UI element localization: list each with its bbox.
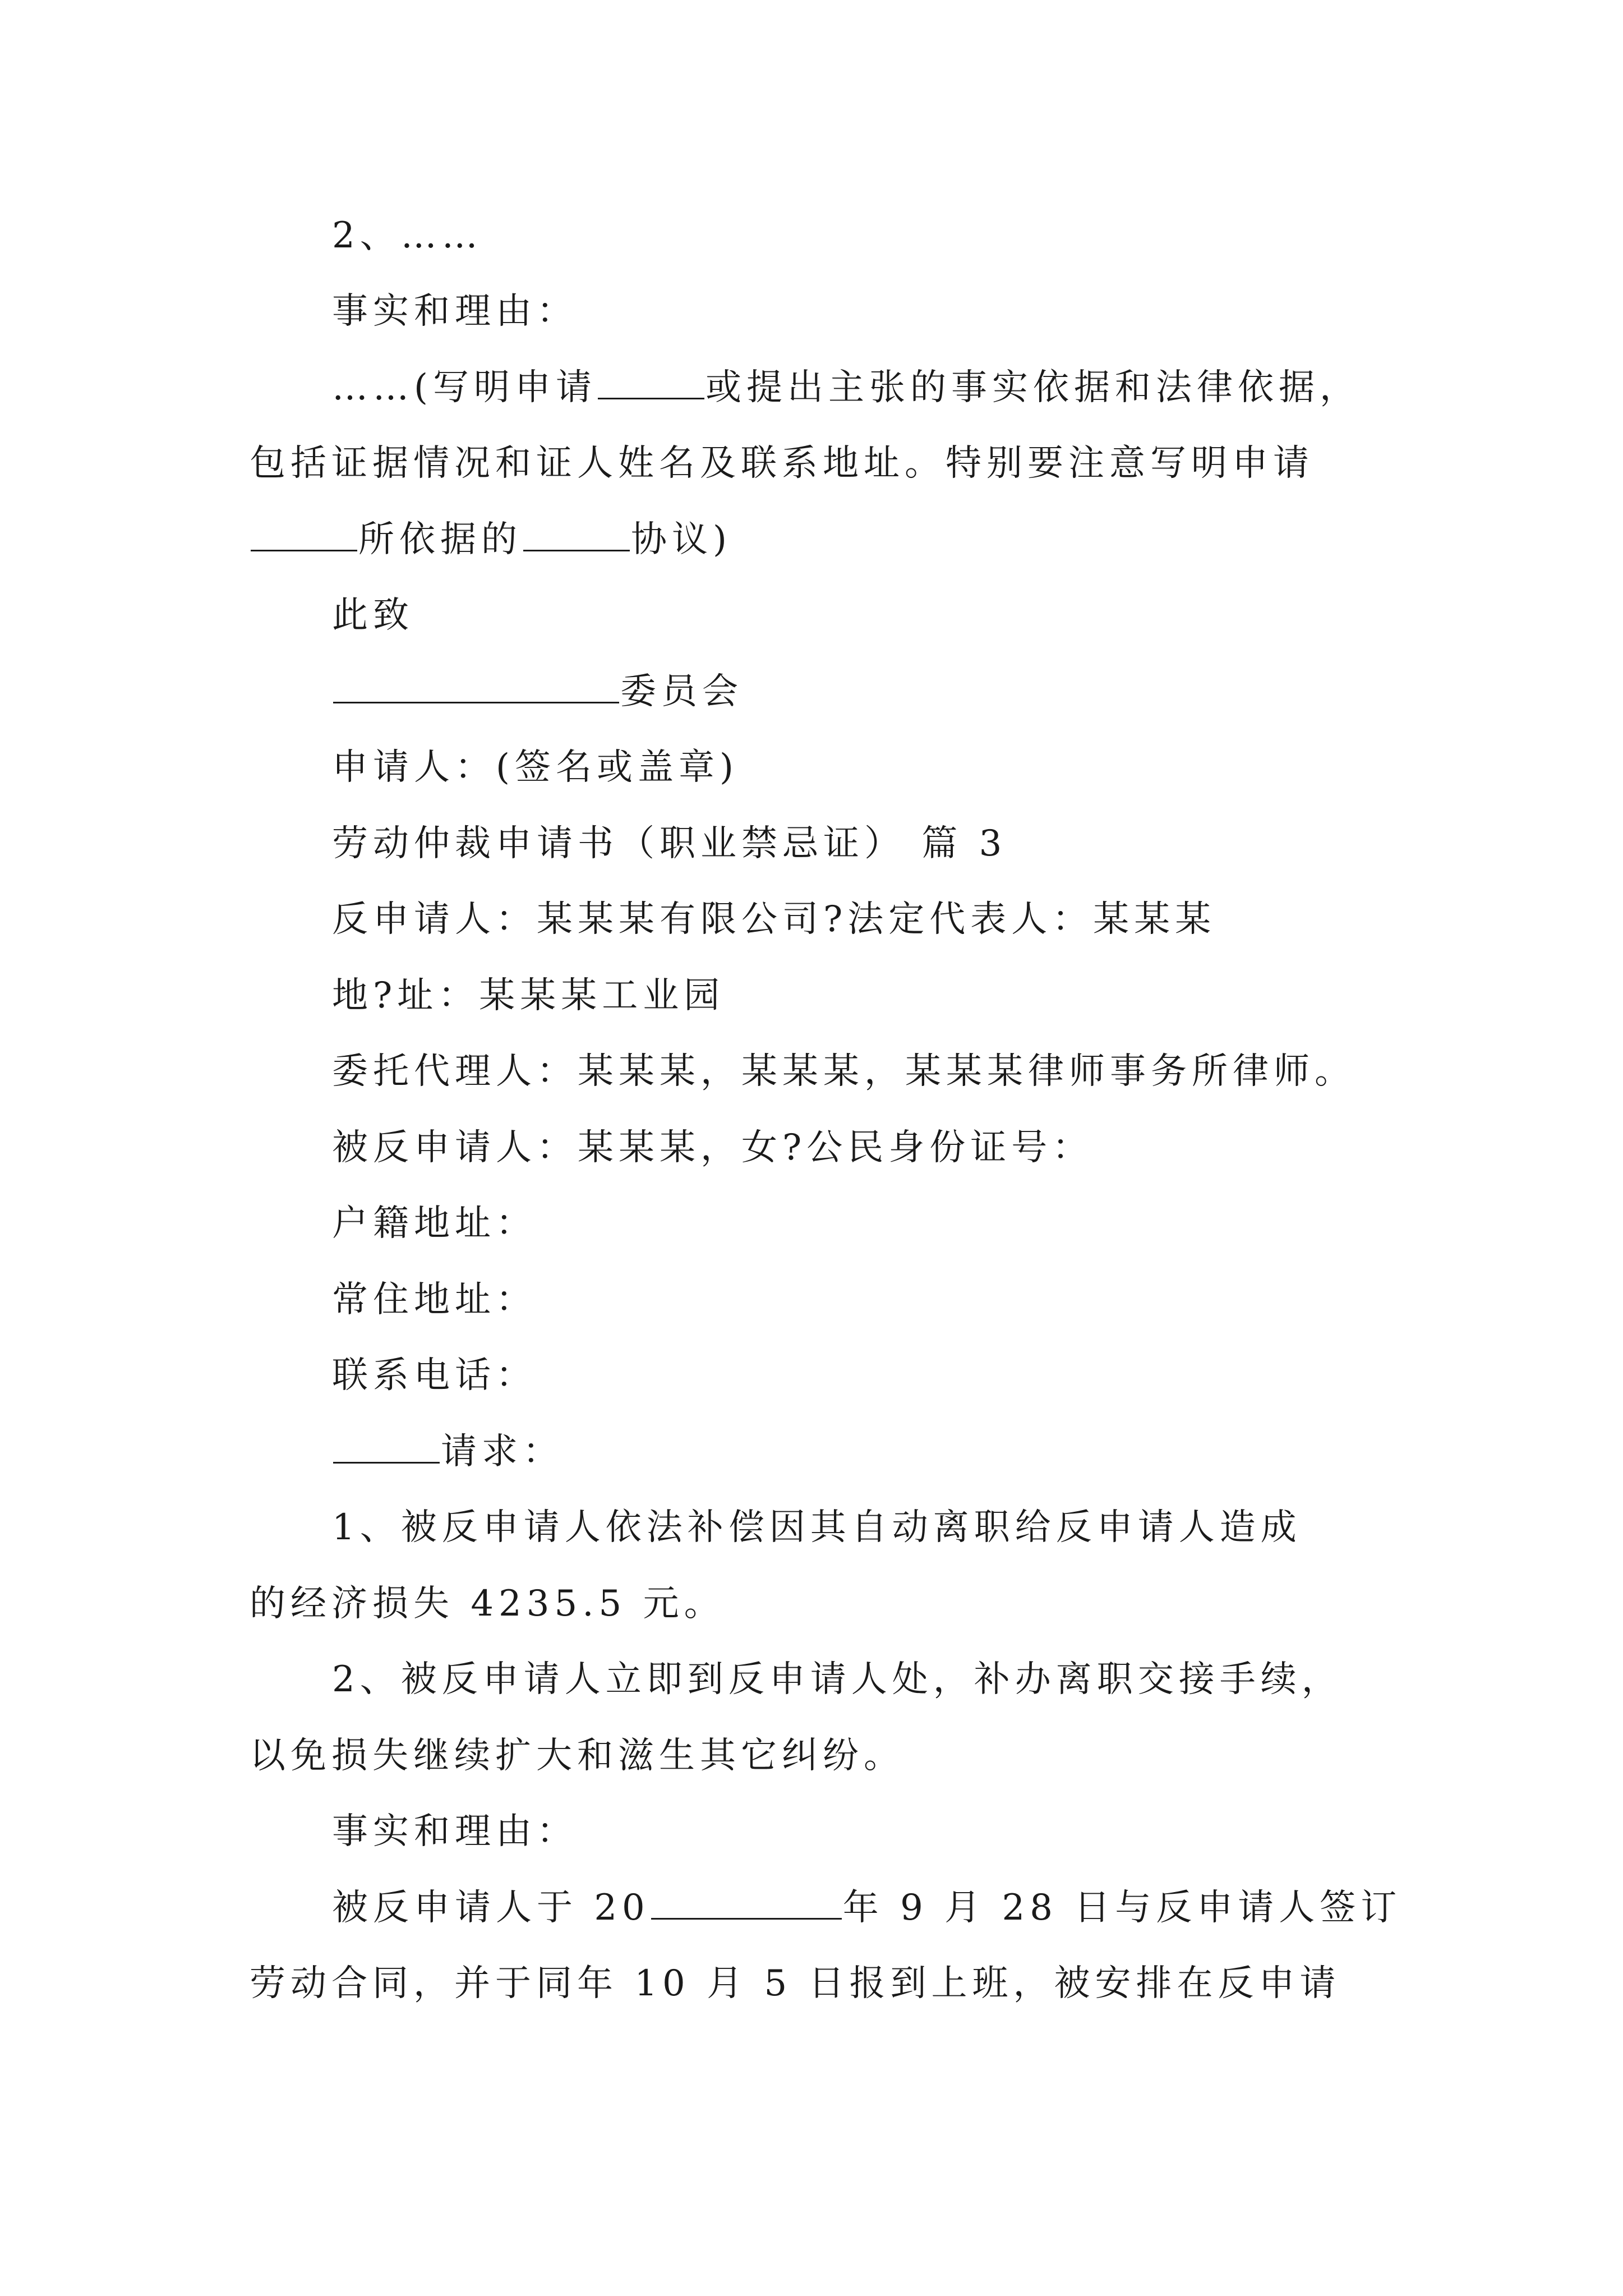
facts-description-line-3	[250, 517, 732, 562]
fill-blank	[333, 669, 619, 703]
residential-address: 常住地址：	[332, 1279, 537, 1320]
household-address: 户籍地址：	[332, 1203, 537, 1244]
facts-reasons-heading: 事实和理由：	[332, 291, 578, 332]
committee-recipient	[332, 669, 743, 714]
facts-description-line-2: 包括证据情况和证人姓名及联系地址。特别要注意写明申请	[250, 443, 1314, 484]
text-segment: 年 9 月 28 日与反申请人签订	[842, 1887, 1402, 1929]
requests-heading	[332, 1429, 564, 1474]
fill-blank	[651, 1885, 842, 1920]
request-2-line-1: 2、被反申请人立即到反申请人处，补办离职交接手续，	[332, 1659, 1343, 1700]
fill-blank	[523, 517, 630, 551]
request-1-line-2: 的经济损失 4235.5 元。	[250, 1583, 725, 1625]
salutation: 此致	[332, 595, 414, 636]
text-segment: 协议)	[631, 519, 732, 560]
respondent: 被反申请人：某某某，女?公民身份证号：	[332, 1127, 1094, 1168]
section-title: 劳动仲裁申请书（职业禁忌证） 篇 3	[332, 823, 1007, 864]
fill-blank	[251, 517, 357, 551]
text-segment: ……(写明申请	[332, 367, 597, 408]
applicant-signature: 申请人：(签名或盖章)	[332, 747, 739, 788]
request-1-line-1: 1、被反申请人依法补偿因其自动离职给反申请人造成	[332, 1507, 1302, 1548]
request-2-line-2: 以免损失继续扩大和滋生其它纠纷。	[250, 1735, 905, 1777]
list-item-2-ellipsis: 2、……	[332, 215, 483, 256]
facts-paragraph-line-2: 劳动合同，并于同年 10 月 5 日报到上班，被安排在反申请	[250, 1963, 1341, 2004]
text-segment: 或提出主张的事实依据和法律依据，	[705, 367, 1361, 408]
facts-description-line-1	[332, 365, 1361, 410]
contact-phone: 联系电话：	[332, 1355, 537, 1396]
counter-applicant: 反申请人：某某某有限公司?法定代表人：某某某	[332, 899, 1216, 940]
facts-reasons-heading-2: 事实和理由：	[332, 1811, 578, 1852]
fill-blank	[333, 1429, 440, 1464]
text-segment: 请求：	[441, 1431, 564, 1473]
text-segment: 被反申请人于 20	[332, 1887, 650, 1929]
entrusted-agent: 委托代理人：某某某，某某某，某某某律师事务所律师。	[332, 1051, 1355, 1092]
text-segment: 所依据的	[358, 519, 522, 560]
text-segment: 委员会	[620, 671, 743, 712]
facts-paragraph-line-1	[332, 1885, 1401, 1930]
fill-blank	[598, 365, 704, 399]
address: 地?址：某某某工业园	[332, 975, 725, 1016]
